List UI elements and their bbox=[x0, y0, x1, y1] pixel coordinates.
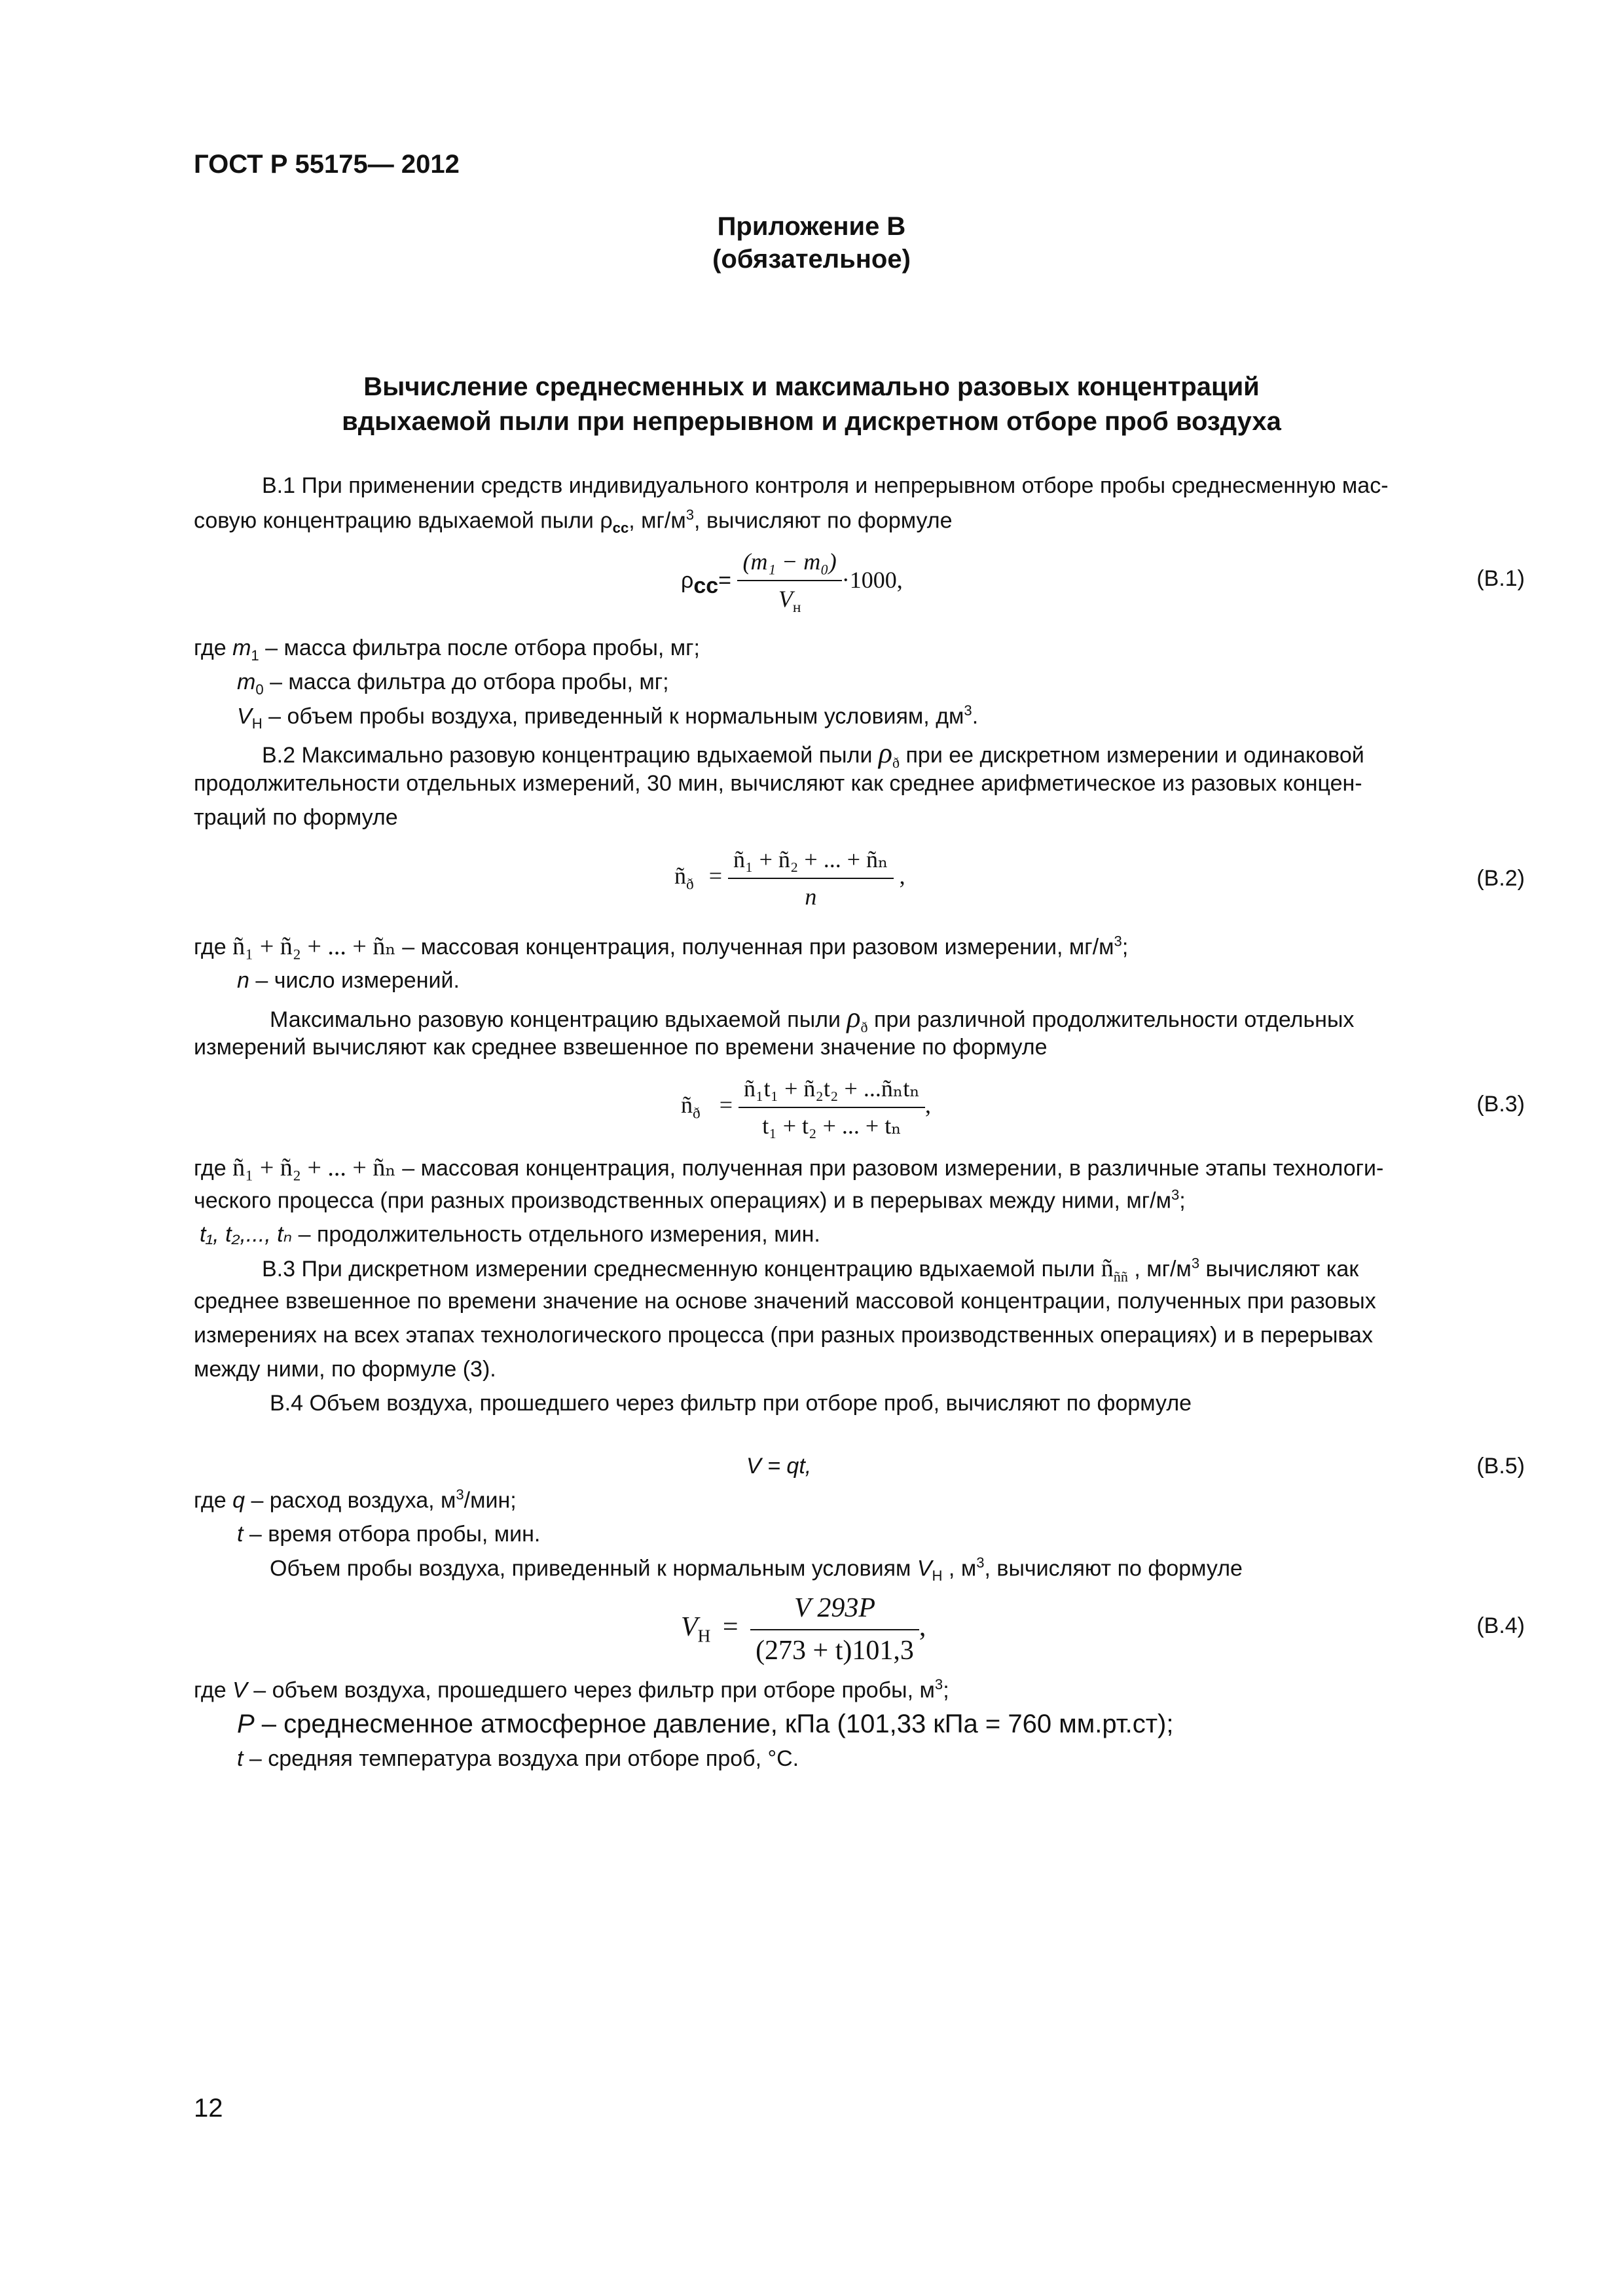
equation-b1-fraction: $\frac{\text{(m₁ − m₀)}}{V_н}$ bbox=[737, 547, 841, 617]
annex-title-line-1: Вычисление среднесменных и максимально разовых концентраций bbox=[363, 372, 1260, 401]
paragraph-b3-line-2: среднее взвешенное по времени значение на основе значений массовой концентрации, полученных при разовых bbox=[194, 1289, 1376, 1314]
paragraph-max-line-2: измерений вычисляют как среднее взвешенное по времени значение по формуле bbox=[194, 1035, 1048, 1060]
equation-b2-fraction: $\frac{\text{ñ₁ + ñ₂ + ... + ñₙ}}{n}$ bbox=[728, 844, 894, 912]
paragraph-volume: Объем пробы воздуха, приведенный к нормальным условиям $V_Н$ , $м^3$, вычисляют по формуле bbox=[270, 1554, 1243, 1585]
equation-b1: $\rho_{сс}=$ $\frac{\text{(m₁ − m₀)}}{V_н}$ ·1000, bbox=[681, 547, 903, 617]
definition-sum-b2: где ñ₁ + ñ₂ + ... + ñₙ – массовая концентрация, полученная при разовом измерении, $мг/м^3$; bbox=[194, 933, 1129, 960]
definition-p: P – среднесменное атмосферное давление, кПа (101,33 кПа = 760 мм.рт.ст); bbox=[237, 1710, 1174, 1738]
equation-b5: V = qt, bbox=[746, 1454, 812, 1479]
equation-number-b5: (В.5) bbox=[1476, 1454, 1525, 1479]
equation-number-b1: (В.1) bbox=[1476, 566, 1525, 591]
equation-b4: $V_Н$ = $\frac{V 293P}{(273 + t)101,3}$ , bbox=[681, 1590, 926, 1668]
paragraph-b2-line-1: В.2 Максимально разовую концентрацию вдыхаемой пыли $\rho_ð$ при ее дискретном измерении и одинаковой bbox=[262, 737, 1364, 771]
annex-status: (обязательное) bbox=[712, 245, 911, 274]
definition-m0: $m_0$ – масса фильтра до отбора пробы, мг; bbox=[237, 670, 669, 698]
equation-number-b4: (В.4) bbox=[1476, 1613, 1525, 1638]
definition-vh: $V_Н$ – объем пробы воздуха, приведенный к нормальным условиям, $дм^3$. bbox=[237, 702, 979, 732]
paragraph-b3-line-1: В.3 При дискретном измерении среднесменную концентрацию вдыхаемой пыли $ñ_{ññ}$ , $мг/м^3$ вычисляют как bbox=[262, 1255, 1359, 1285]
definition-t-time: t – время отбора пробы, мин. bbox=[237, 1522, 541, 1547]
annex-title-line-2: вдыхаемой пыли при непрерывном и дискретном отборе проб воздуха bbox=[342, 407, 1281, 436]
definition-sum-b3-line-2: ческого процесса (при разных производственных операциях) и в перерывах между ними, $мг/м^3$; bbox=[194, 1187, 1186, 1213]
definition-t-durations: t₁, t₂,..., tₙ – продолжительность отдельного измерения, мин. bbox=[200, 1222, 820, 1247]
page-number: 12 bbox=[194, 2094, 223, 2123]
paragraph-b1-line-1: В.1 При применении средств индивидуального контроля и непрерывном отборе пробы среднесменную мас- bbox=[262, 473, 1389, 498]
document-header: ГОСТ Р 55175— 2012 bbox=[194, 150, 460, 179]
paragraph-b3-line-3: измерениях на всех этапах технологического процесса (при разных производственных операциях) и в перерывах bbox=[194, 1323, 1373, 1348]
paragraph-max-line-1: Максимально разовую концентрацию вдыхаемой пыли $\rho_ð$ при различной продолжительности отдельных bbox=[270, 1001, 1355, 1035]
definition-sum-b3-line-1: где ñ₁ + ñ₂ + ... + ñₙ – массовая концентрация, полученная при разовом измерении, в различные этапы технологи- bbox=[194, 1154, 1384, 1181]
equation-number-b2: (В.2) bbox=[1476, 866, 1525, 891]
paragraph-b3-line-4: между ними, по формуле (3). bbox=[194, 1357, 496, 1382]
definition-n: n – число измерений. bbox=[237, 968, 460, 993]
paragraph-b1-line-2: совую концентрацию вдыхаемой пыли $\rho_{сс}$, $мг/м^3$, вычисляют по формуле bbox=[194, 507, 953, 537]
definition-v: где V – объем воздуха, прошедшего через фильтр при отборе пробы, $м^3$; bbox=[194, 1676, 949, 1703]
equation-b2: $ñ_ð$ = $\frac{\text{ñ₁ + ñ₂ + ... + ñₙ}}{n}$ , bbox=[674, 844, 905, 912]
equation-b3-fraction: $\frac{\text{ñ₁t₁ + ñ₂t₂ + ...ñₙtₙ}}{\text{t₁ + t₂ + ... + tₙ}}$ bbox=[739, 1073, 925, 1141]
equation-number-b3: (В.3) bbox=[1476, 1092, 1525, 1117]
definition-m1: где $m_1$ – масса фильтра после отбора пробы, мг; bbox=[194, 636, 700, 664]
paragraph-b2-line-2: продолжительности отдельных измерений, 30 мин, вычисляют как среднее арифметическое из разовых концен- bbox=[194, 771, 1362, 796]
definition-q: где q – расход воздуха, $м^3$/мин; bbox=[194, 1486, 517, 1513]
annex-label: Приложение В bbox=[717, 212, 906, 241]
paragraph-b4-line-1: В.4 Объем воздуха, прошедшего через фильтр при отборе проб, вычисляют по формуле bbox=[270, 1391, 1192, 1416]
paragraph-b2-line-3: траций по формуле bbox=[194, 805, 398, 830]
definition-t-temperature: t – средняя температура воздуха при отборе проб, °С. bbox=[237, 1746, 799, 1771]
equation-b3: $ñ_ð$ = $\frac{\text{ñ₁t₁ + ñ₂t₂ + ...ñₙtₙ}}{\text{t₁ + t₂ + ... + tₙ}}$ , bbox=[681, 1073, 931, 1141]
equation-b4-fraction: $\frac{V 293P}{(273 + t)101,3}$ bbox=[750, 1590, 919, 1668]
